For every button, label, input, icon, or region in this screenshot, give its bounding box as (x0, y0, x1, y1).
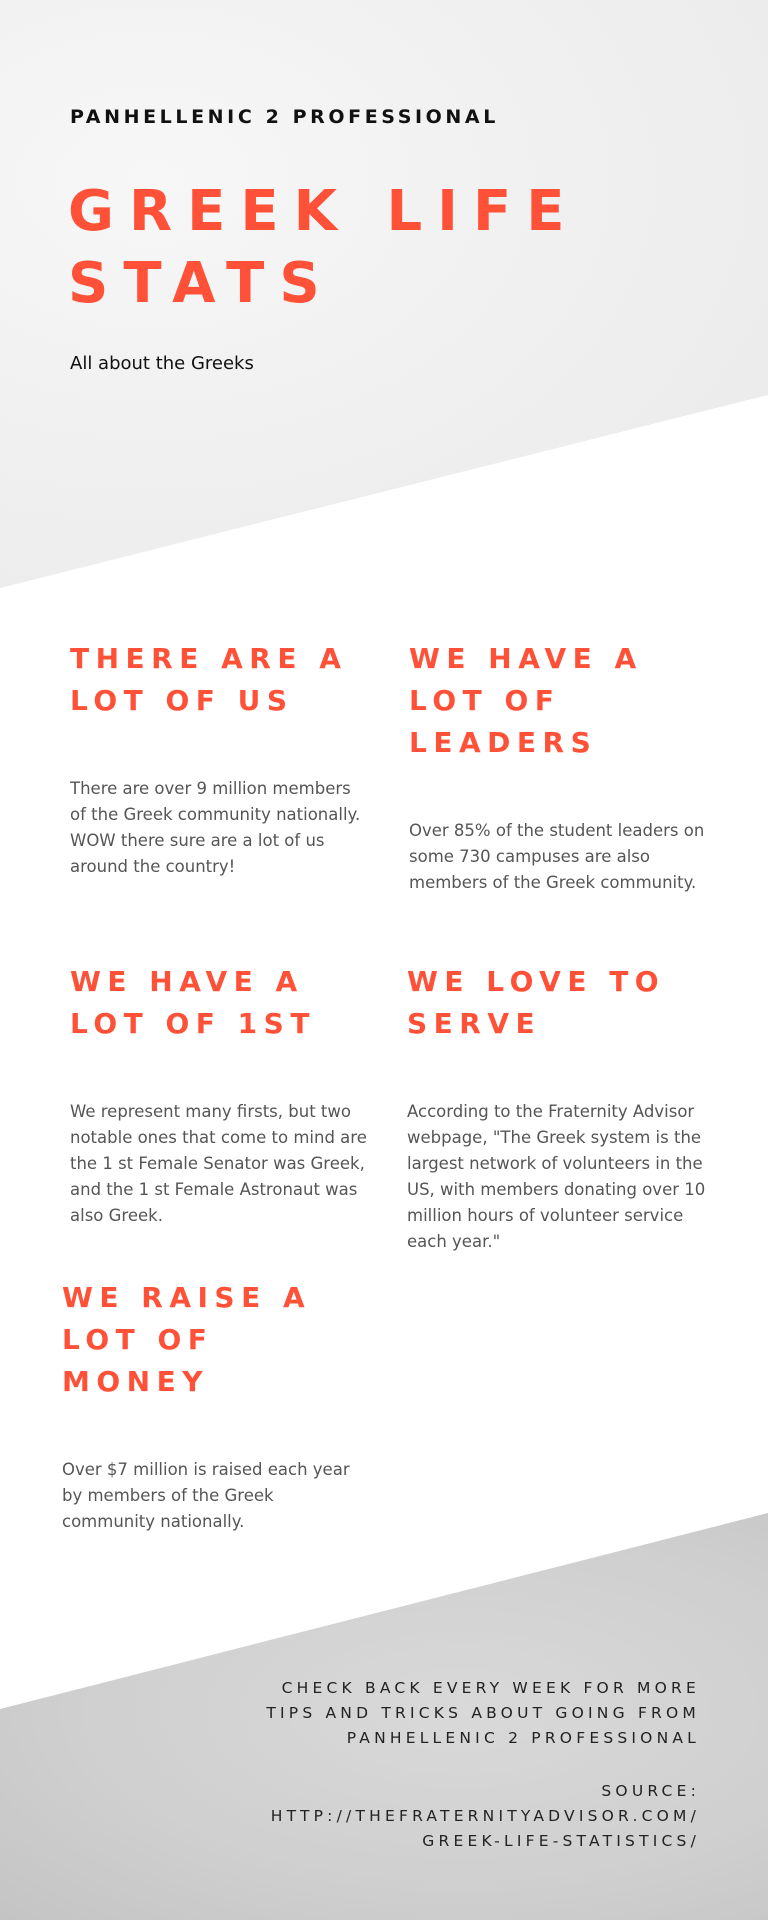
section-heading (407, 961, 707, 1045)
footer-line: PANHELLENIC 2 PROFESSIONAL (346, 1729, 700, 1747)
heading-line: LOT OF 1ST (70, 1007, 316, 1040)
kicker: PANHELLENIC 2 PROFESSIONAL (70, 106, 499, 128)
source-link[interactable]: HTTP://THEFRATERNITYADVISOR.COM/ (270, 1807, 700, 1825)
heading-line: MONEY (62, 1365, 210, 1398)
section-firsts (70, 961, 370, 1229)
heading-line: SERVE (407, 1007, 542, 1040)
footer-source (271, 1779, 700, 1854)
heading-line: WE RAISE A (62, 1281, 312, 1314)
section-body: Over $7 million is raised each year by members of the Greek community nationally. (62, 1460, 350, 1531)
section-body: There are over 9 million members of the Greek community nationally. WOW there sure are a lot of us around the country! (70, 779, 361, 876)
title-line: GREEK LIFE (68, 179, 580, 244)
heading-line: WE LOVE TO (407, 965, 666, 998)
heading-line: WE HAVE A (409, 642, 643, 675)
footer-line: CHECK BACK EVERY WEEK FOR MORE (281, 1679, 700, 1697)
section-heading (70, 638, 370, 722)
section-body: We represent many firsts, but two notable ones that come to mind are the 1 st Female Senator was Greek, and the 1 st Female Astronaut was also Greek. (70, 1102, 367, 1225)
section-heading (70, 961, 370, 1045)
heading-line: LEADERS (409, 726, 598, 759)
footer-line: TIPS AND TRICKS ABOUT GOING FROM (266, 1704, 700, 1722)
heading-line: LOT OF (62, 1323, 214, 1356)
heading-line: LOT OF US (70, 684, 294, 717)
source-label: SOURCE: (601, 1782, 700, 1800)
section-money (62, 1277, 362, 1535)
section-serve (407, 961, 707, 1255)
heading-line: THERE ARE A (70, 642, 348, 675)
section-heading (62, 1277, 362, 1403)
section-heading (409, 638, 709, 764)
title-line: STATS (68, 251, 335, 316)
section-body: According to the Fraternity Advisor webpage, "The Greek system is the largest network of volunteers in the US, with members donating over 10 million hours of volunteer service each year." (407, 1102, 706, 1251)
source-link[interactable]: GREEK-LIFE-STATISTICS/ (422, 1832, 700, 1850)
heading-line: WE HAVE A (70, 965, 304, 998)
section-lot-of-us (70, 638, 370, 880)
section-body: Over 85% of the student leaders on some 730 campuses are also members of the Greek community. (409, 821, 705, 892)
section-leaders (409, 638, 709, 896)
subtitle: All about the Greeks (70, 353, 254, 374)
page-title (68, 176, 580, 320)
footer-note (266, 1676, 700, 1751)
heading-line: LOT OF (409, 684, 561, 717)
